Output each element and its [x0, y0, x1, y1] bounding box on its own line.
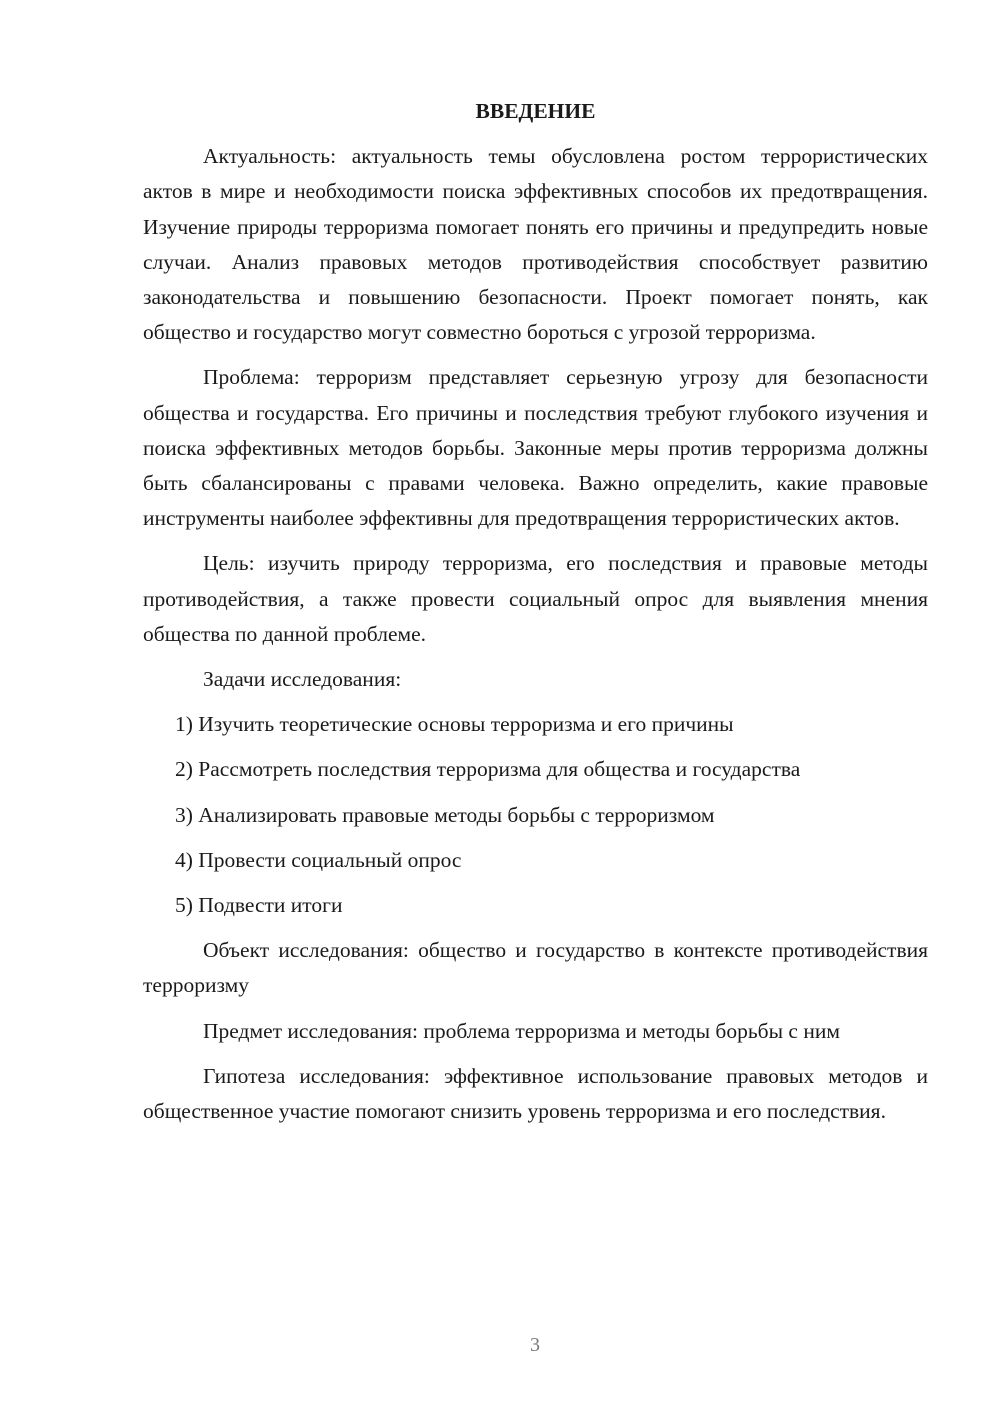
paragraph-hypothesis: Гипотеза исследования: эффективное использование правовых методов и общественное участие помогают снизить уровень терроризма и его последствия. [143, 1063, 928, 1124]
page-number: 3 [530, 1334, 540, 1356]
list-item: 3) Анализировать правовые методы борьбы с терроризмом [175, 802, 715, 827]
paragraph-problem: Проблема: терроризм представляет серьезную угрозу для безопасности общества и государства. Его причины и последствия требуют глубокого изучения и поиска эффективных методов борьбы. Законные меры против терроризма должны быть сбалансированы с правами человека. Важно определить, какие правовые инструменты наиболее эффективны для предотвращения террористических актов. [143, 365, 928, 531]
list-item: 2) Рассмотреть последствия терроризма для общества и государства [175, 757, 801, 782]
page-content [143, 94, 928, 1139]
paragraph-object: Объект исследования: общество и государство в контексте противодействия терроризму [143, 938, 928, 998]
list-item: 4) Провести социальный опрос [175, 847, 462, 872]
paragraph-subject: Предмет исследования: проблема терроризма и методы борьбы с ним [203, 1018, 840, 1043]
tasks-label: Задачи исследования: [203, 667, 402, 692]
tasks-list [143, 707, 928, 923]
paragraph-goal: Цель: изучить природу терроризма, его последствия и правовые методы противодействия, а также провести социальный опрос для выявления мнения общества по данной проблеме. [143, 551, 928, 646]
list-item: 1) Изучить теоретические основы терроризма и его причины [175, 712, 734, 737]
list-item: 5) Подвести итоги [175, 893, 343, 918]
paragraph-relevance: Актуальность: актуальность темы обусловлена ростом террористических актов в мире и необходимости поиска эффективных способов их предотвращения. Изучение природы терроризма помогает понять его причины и предупредить новые случаи. Анализ правовых методов противодействия способствует развитию законодательства и повышению безопасности. Проект помогает понять, как общество и государство могут совместно бороться с угрозой терроризма. [143, 144, 928, 345]
page-title: ВВЕДЕНИЕ [475, 99, 596, 123]
